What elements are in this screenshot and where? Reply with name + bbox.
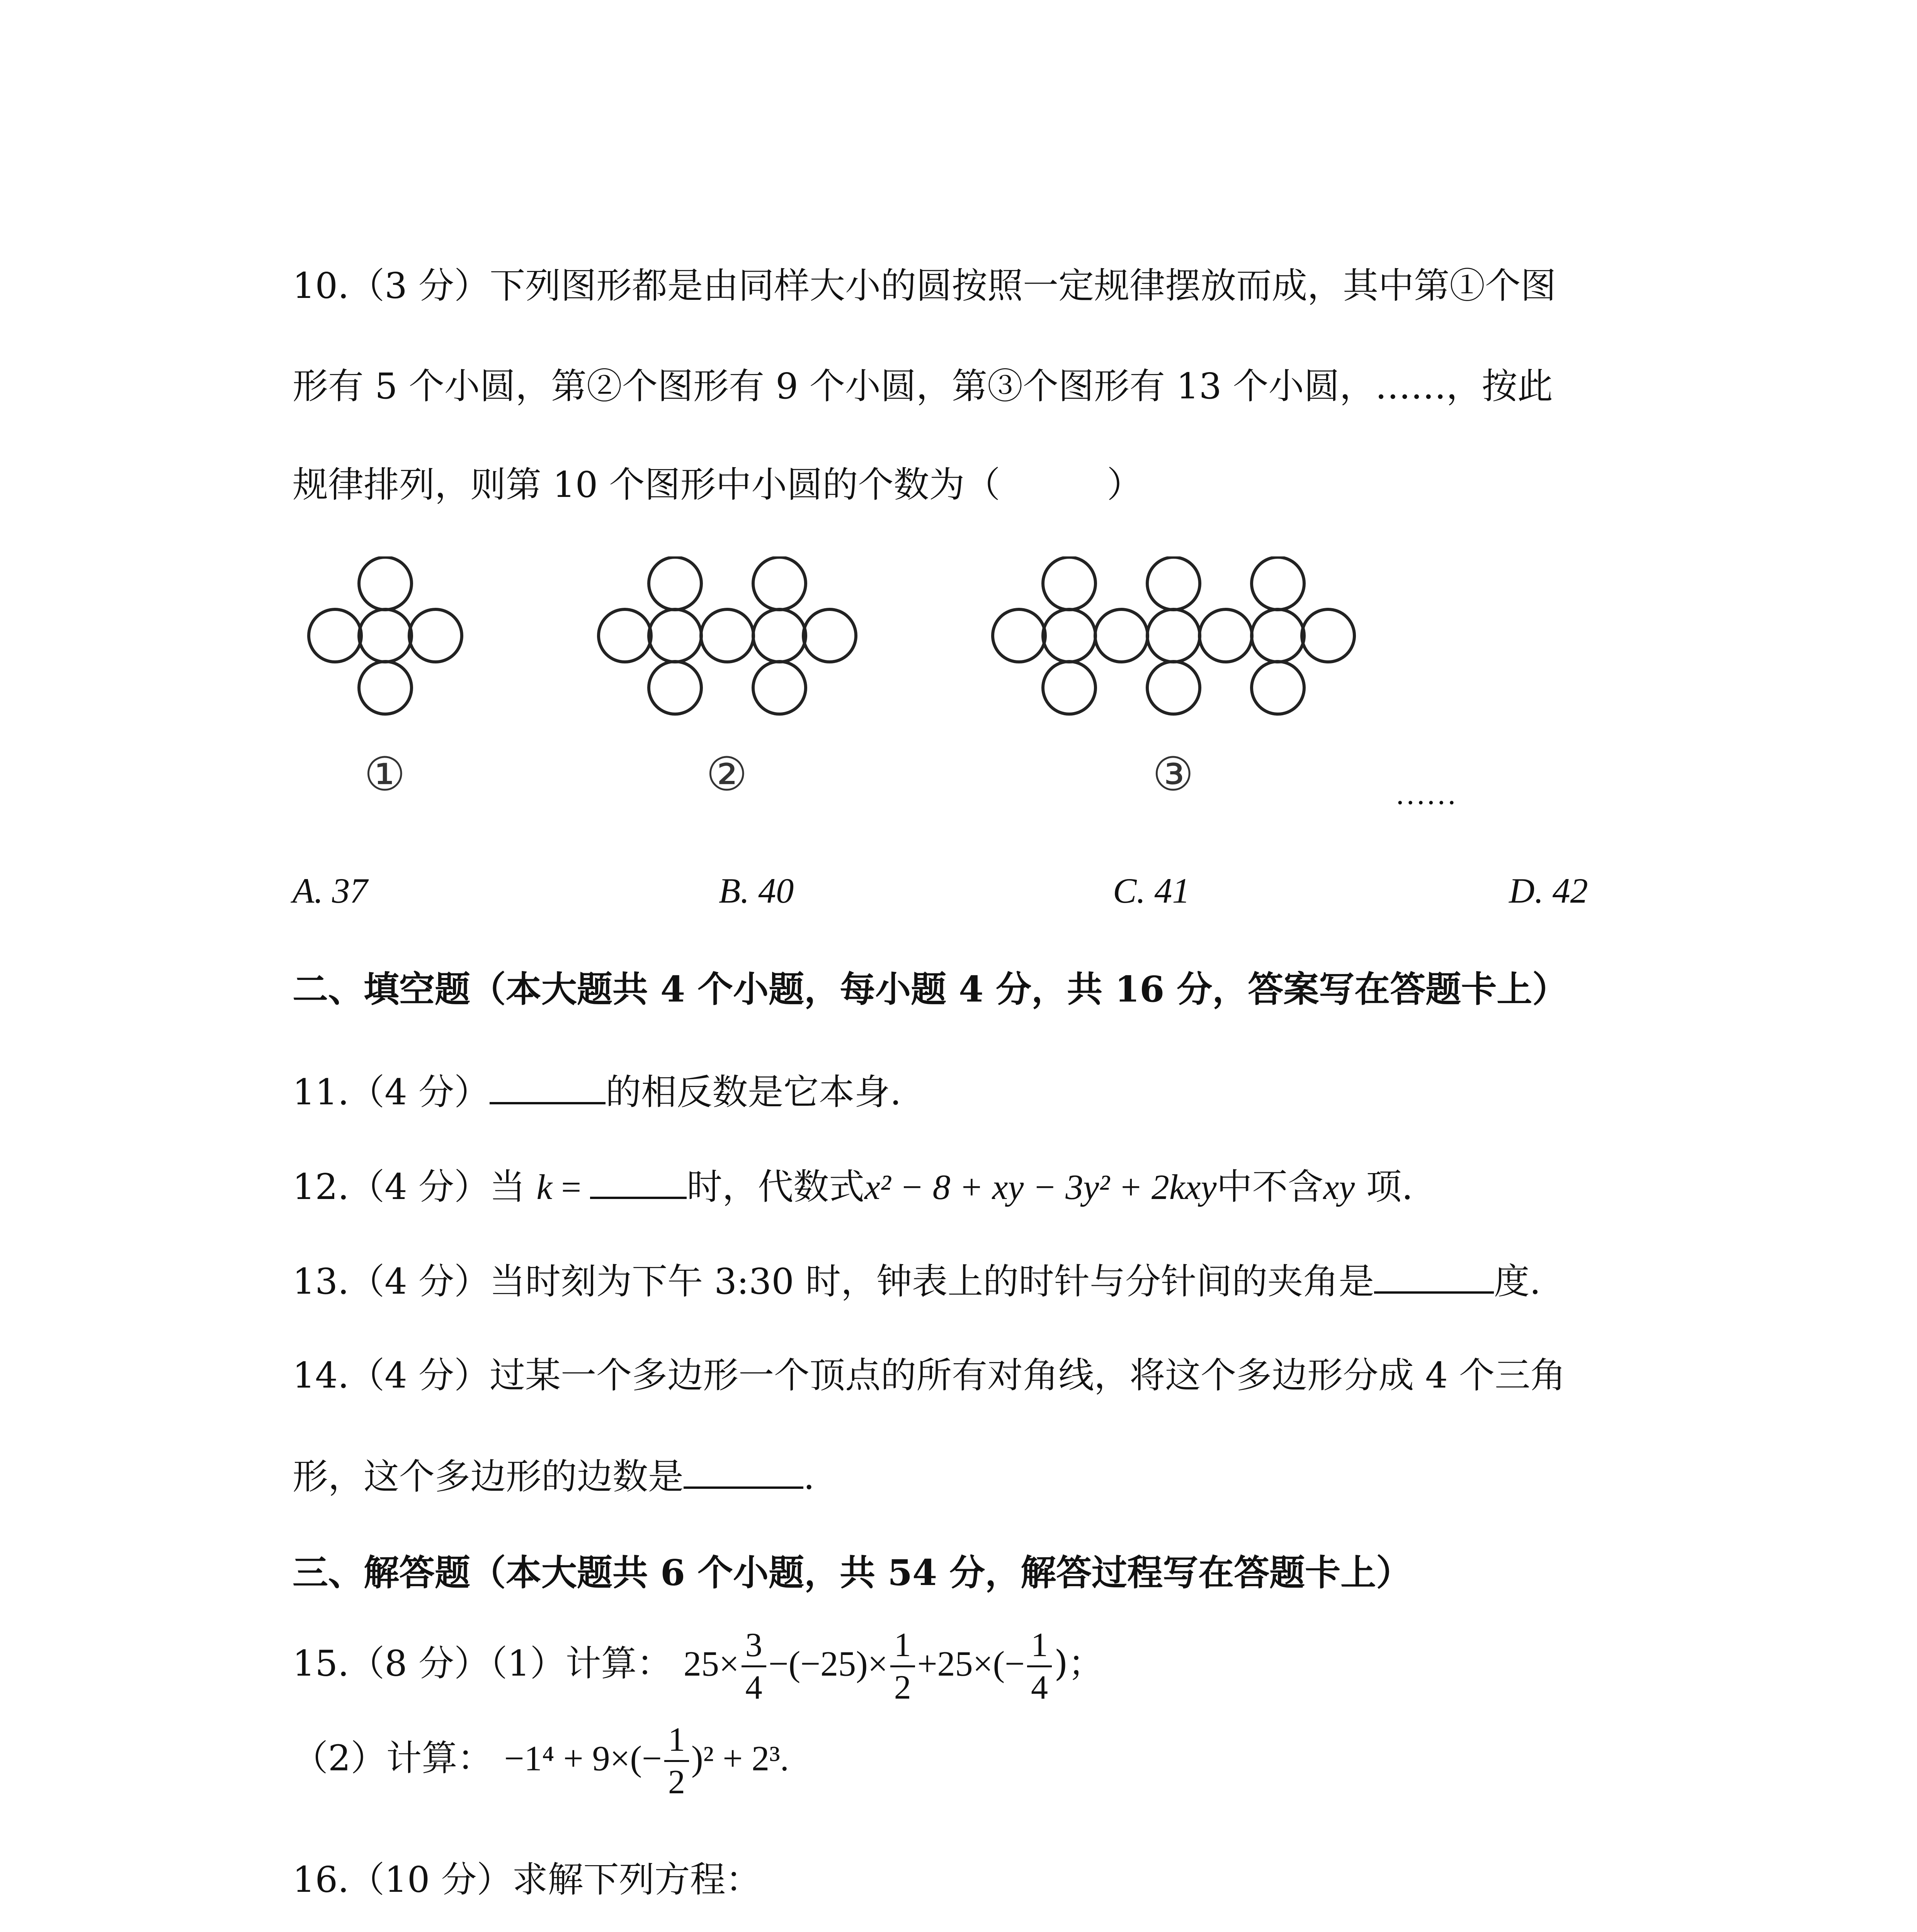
figure-2-circles (599, 557, 856, 714)
q13-blank (1374, 1256, 1494, 1294)
q15-part-2: （2）计算： −1⁴ + 9×(− $\frac{1}{2}$ )² + 2³. (293, 1719, 789, 1803)
figure-1-circles (309, 557, 462, 714)
q13: 13.（4 分）当时刻为下午 3:30 时，钟表上的时针与分针间的夹角是 度. (293, 1256, 1541, 1305)
option-d: D. 42 (1509, 871, 1588, 910)
q14-line-2: 形，这个多边形的边数是 . (293, 1451, 815, 1500)
q10-line-3: 规律排列，则第 10 个图形中小圆的个数为（ ） (293, 464, 1143, 505)
section-2-heading: 二、填空题（本大题共 4 个小题，每小题 4 分，共 16 分，答案写在答题卡上） (293, 968, 1568, 1010)
q14-line-1: 14.（4 分）过某一个多边形一个顶点的所有对角线，将这个多边形分成 4 个三角 (293, 1355, 1566, 1396)
q11: 11.（4 分） 的相反数是它本身. (293, 1066, 901, 1116)
figure-label-2: ② (706, 748, 748, 801)
figure-label-3: ③ (1152, 748, 1194, 801)
q12: 12.（4 分）当 k = 时，代数式x² − 8 + xy − 3y² + 2kxy中不含xy 项. (293, 1161, 1413, 1210)
q14-blank (684, 1451, 803, 1489)
q15-part-1: 15.（8 分）（1）计算： 25× $\frac{3}{4}$ −(−25)× $\frac{1}{2}$ +25×(− $\frac{1}{4}$ )； (293, 1625, 1104, 1708)
q10-line-1: 10.（3 分）下列图形都是由同样大小的圆按照一定规律摆放而成，其中第①个图 (293, 265, 1556, 306)
option-b: B. 40 (719, 871, 794, 910)
option-c: C. 41 (1113, 871, 1190, 910)
q10-line-2: 形有 5 个小圆，第②个图形有 9 个小圆，第③个图形有 13 个小圆，……，按此 (293, 366, 1553, 407)
section-3-heading: 三、解答题（本大题共 6 个小题，共 54 分，解答过程写在答题卡上） (293, 1552, 1412, 1594)
circle-pattern-figure (293, 556, 1529, 804)
q16-title: 16.（10 分）求解下列方程： (293, 1859, 761, 1900)
option-a: A. 37 (293, 871, 368, 910)
figure-3-circles (993, 557, 1354, 714)
q11-blank (490, 1066, 606, 1104)
q12-blank (590, 1161, 687, 1199)
figure-ellipsis: …… (1395, 777, 1457, 811)
figure-label-1: ① (364, 748, 406, 801)
